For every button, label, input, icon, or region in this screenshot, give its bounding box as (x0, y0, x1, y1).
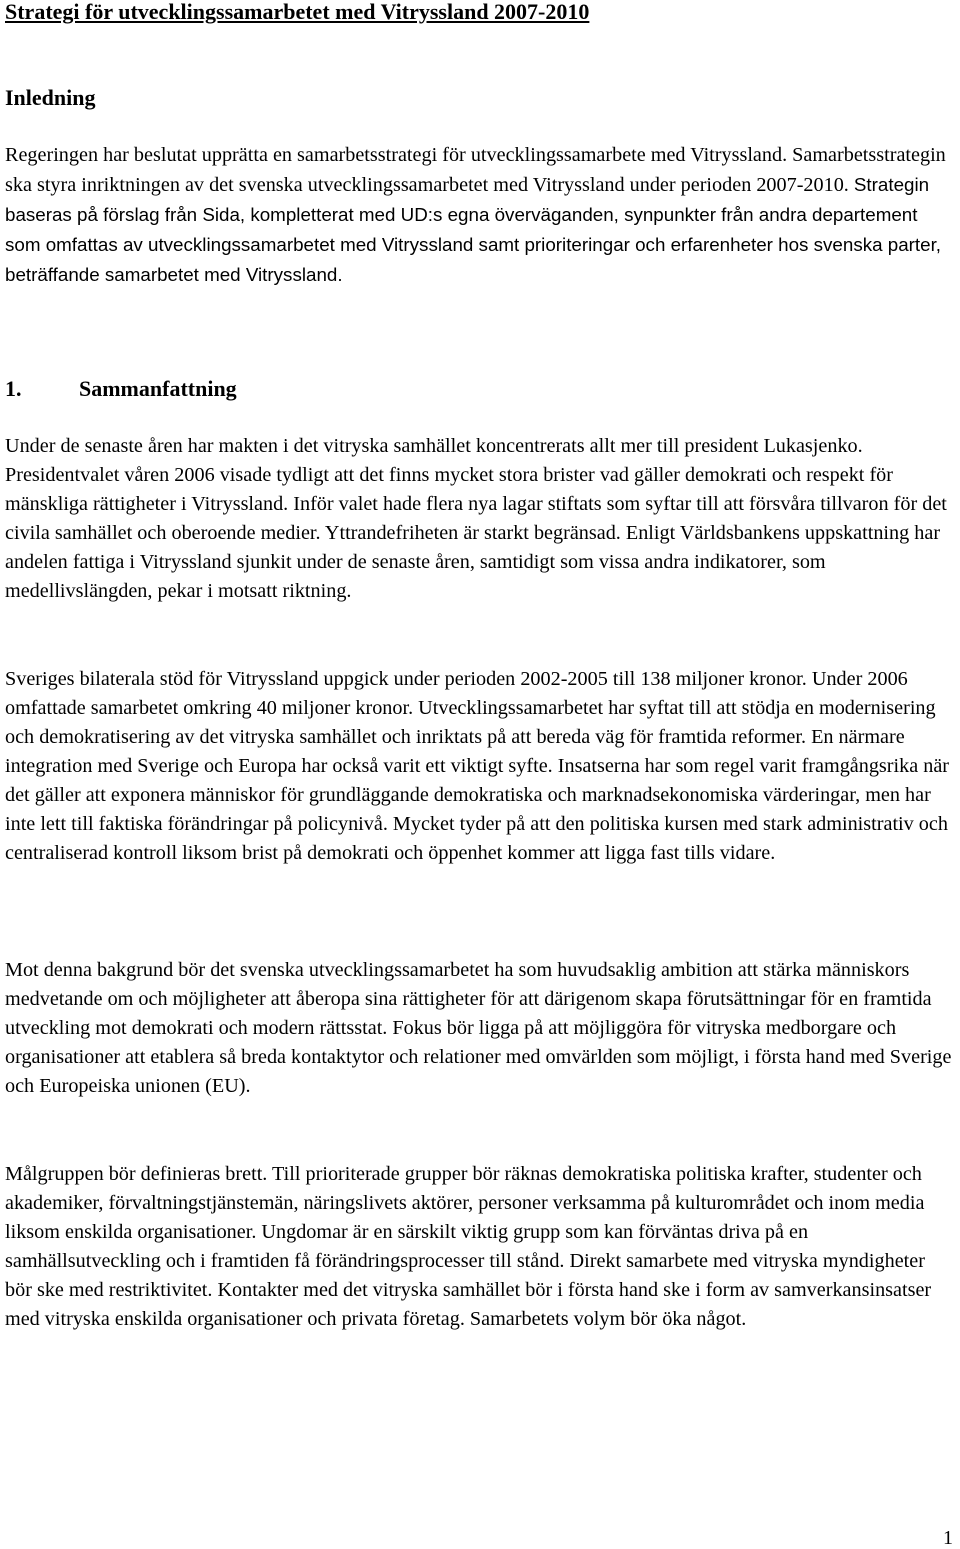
intro-text-sans: Strategin baseras på förslag från Sida, kompletterat med UD:s egna överväganden, synpunkter från andra departement som omfattas av utvecklingssamarbetet med Vitryssland samt prioriteringar och erfarenheter hos svenska parter, beträffande samarbetet med Vitryssland. (5, 174, 942, 285)
section-number: 1. (5, 376, 22, 401)
document-title: Strategi för utvecklingssamarbetet med Vitryssland 2007-2010 (5, 0, 590, 24)
summary-paragraph-2: Sveriges bilaterala stöd för Vitryssland uppgick under perioden 2002-2005 till 138 miljoner kronor. Under 2006 omfattade samarbetet omkring 40 miljoner kronor. Utvecklingssamarbetet har syftat till att stödja en modernisering och demokratisering av det vitryska samhället och inriktats på att bereda väg för framtida reformer. En närmare integration med Sverige och Europa har också varit ett viktigt syfte. Insatserna har som regel varit framgångsrika när det gäller att exponera människor för grundläggande demokratiska och marknadsekonomiska värderingar, men har inte lett till faktiska förändringar på policynivå. Mycket tyder på att den politiska kursen med stark administrativ och centraliserad kontroll liksom brist på demokrati och öppenhet kommer att ligga fast tills vidare. (5, 668, 950, 864)
section-heading-summary (5, 375, 237, 403)
section-title: Sammanfattning (79, 376, 237, 401)
summary-paragraph-4: Målgruppen bör definieras brett. Till prioriterade grupper bör räknas demokratiska politiska krafter, studenter och akademiker, förvaltningstjänstemän, näringslivets aktörer, personer verksamma på kulturområdet och inom media liksom enskilda organisationer. Ungdomar är en särskilt viktig grupp som kan förväntas driva på en samhällsutveckling och i framtiden få förändringsprocesser till stånd. Direkt samarbete med vitryska myndigheter bör ske med restriktivitet. Kontakter med det vitryska samhället bör i första hand ske i form av samverkansinsatser med vitryska enskilda organisationer och privata företag. Samarbetets volym bör öka något. (5, 1163, 932, 1330)
page-number: 1 (943, 1527, 953, 1549)
summary-paragraph-1: Under de senaste åren har makten i det vitryska samhället koncentrerats allt mer till president Lukasjenko. Presidentvalet våren 2006 visade tydligt att det finns mycket stora brister vad gäller demokrati och respekt för mänskliga rättigheter i Vitryssland. Inför valet hade flera nya lagar stiftats som syftar till att försvåra tillvaron för det civila samhället och oberoende medier. Yttrandefriheten är starkt begränsad. Enligt Världsbankens uppskattning har andelen fattiga i Vitryssland sjunkit under de senaste åren, samtidigt som vissa andra indikatorer, som medellivslängden, pekar i motsatt riktning. (5, 435, 947, 602)
intro-heading: Inledning (5, 85, 96, 110)
intro-paragraph (5, 141, 955, 290)
intro-text-serif: Regeringen har beslutat upprätta en samarbetsstrategi för utvecklingssamarbete med Vitryssland. Samarbetsstrategin ska styra inriktningen av det svenska utvecklingssamarbetet med Vitryssland under perioden 2007-2010. (5, 144, 946, 196)
summary-paragraph-3: Mot denna bakgrund bör det svenska utvecklingssamarbetet ha som huvudsaklig ambition att stärka människors medvetande om och möjligheter att åberopa sina rättigheter för att därigenom skapa förutsättningar för en framtida utveckling mot demokrati och modern rättsstat. Fokus bör ligga på att möjliggöra för vitryska medborgare och organisationer att etablera så breda kontaktytor och relationer med omvärlden som möjligt, i första hand med Sverige och Europeiska unionen (EU). (5, 959, 952, 1097)
